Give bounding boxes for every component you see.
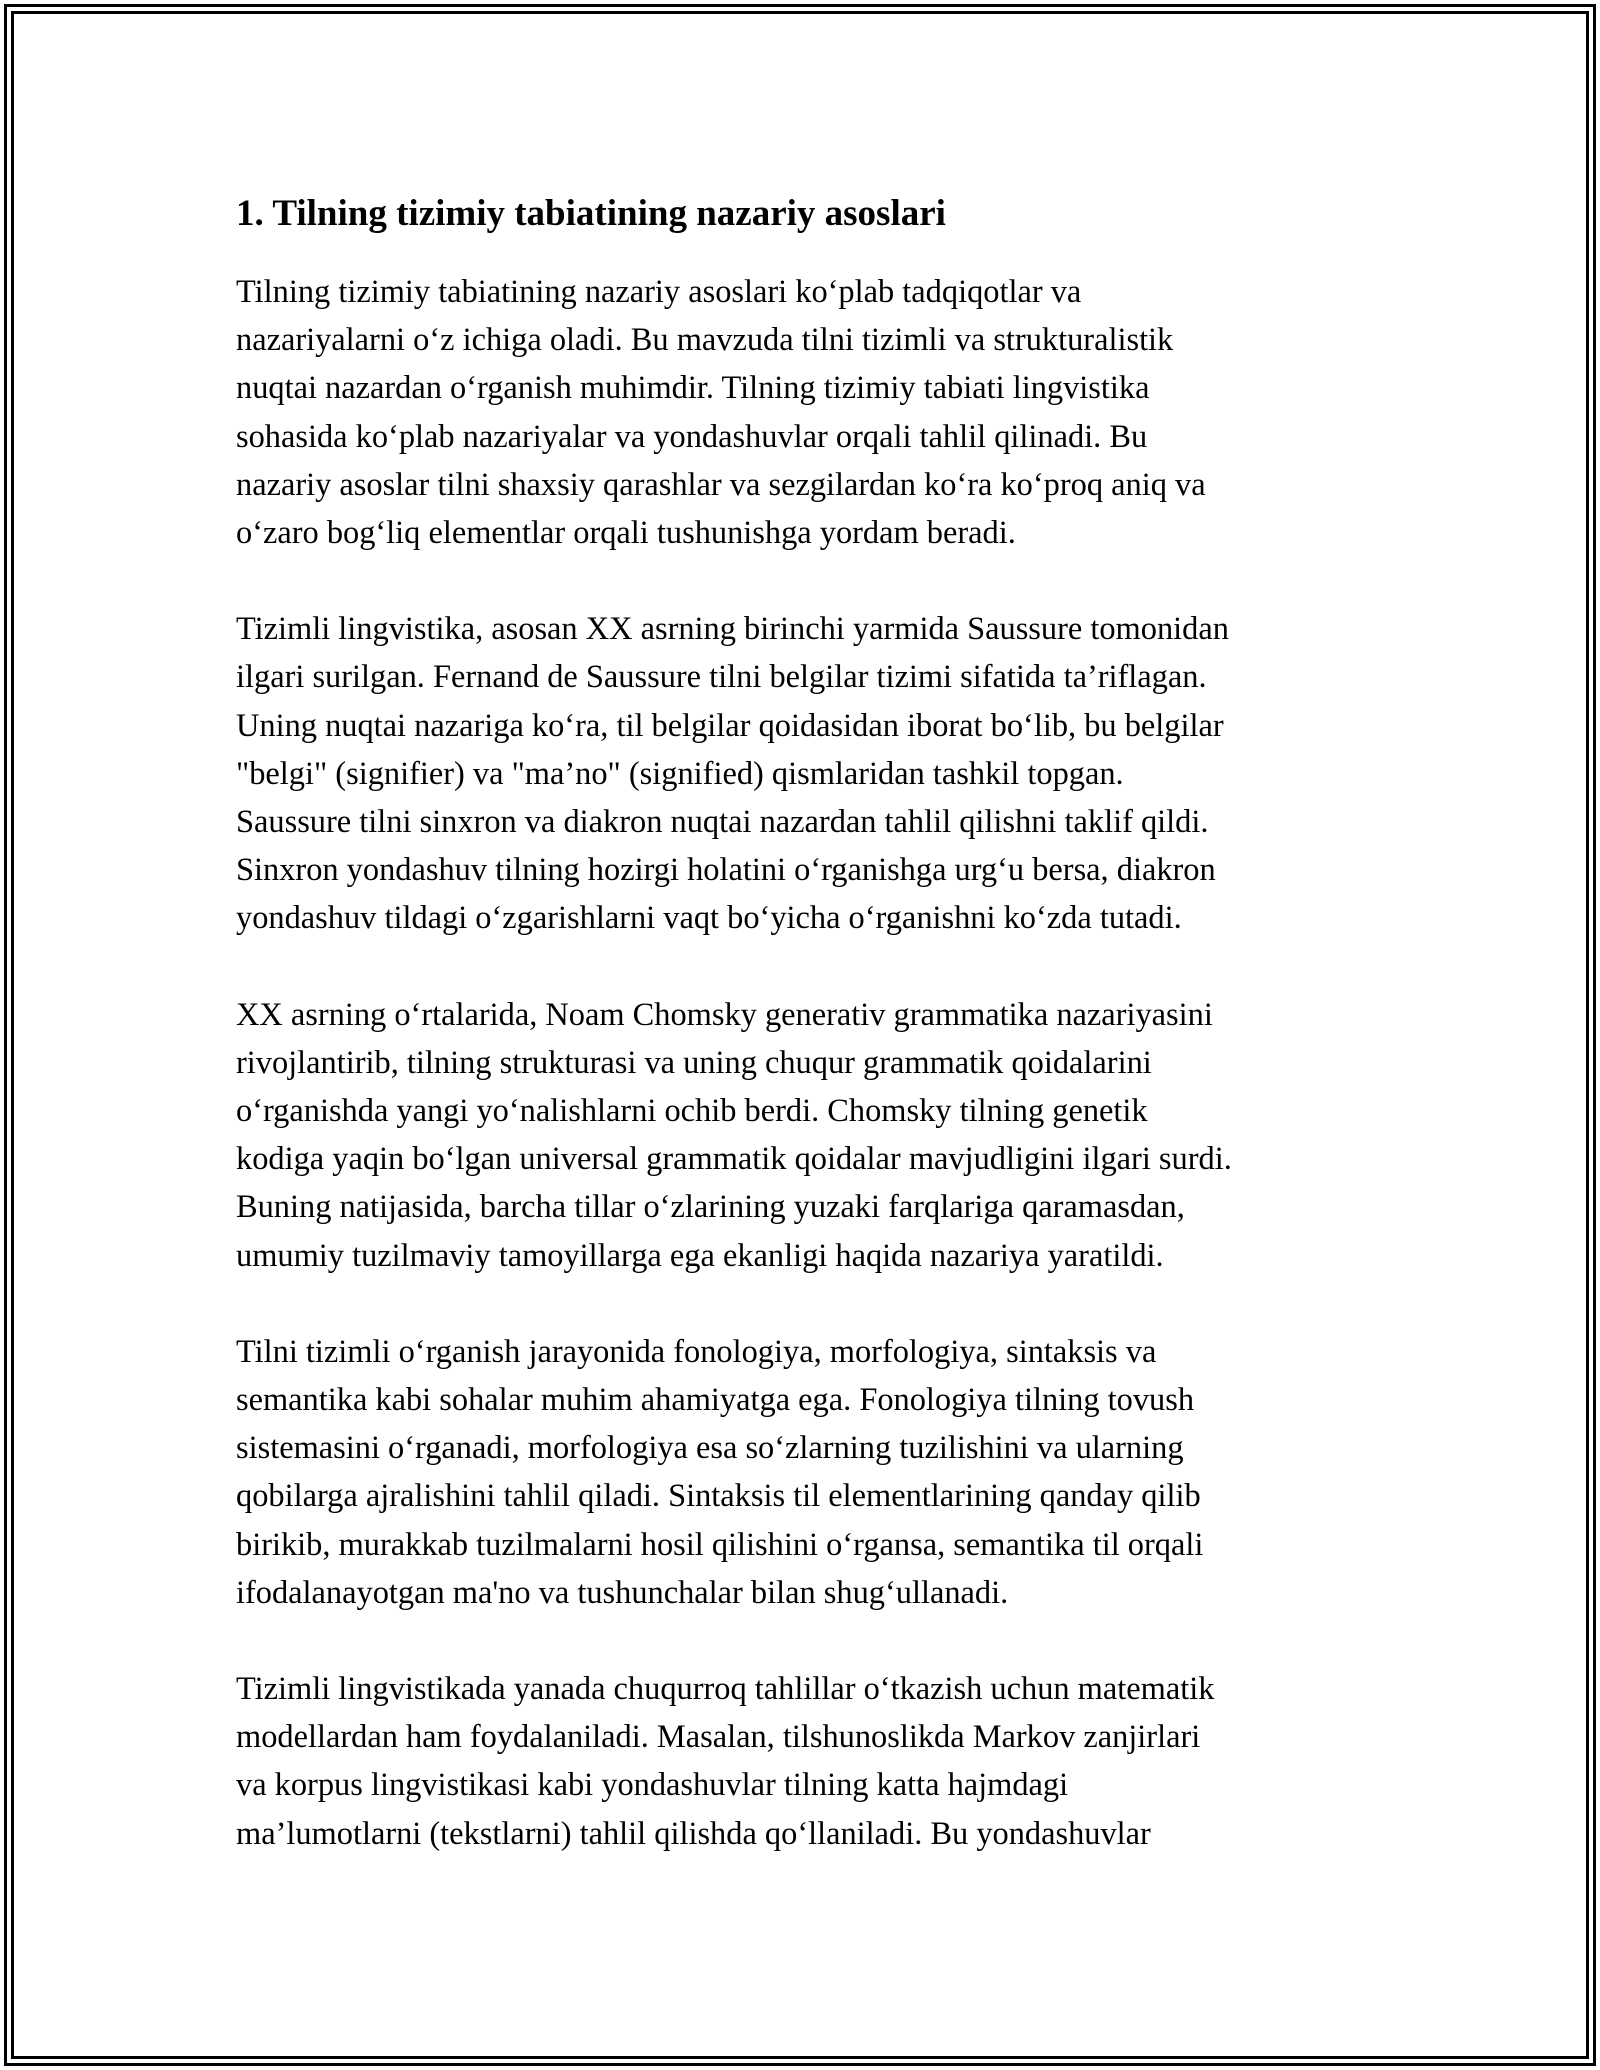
- text-line: ilgari surilgan. Fernand de Saussure tilni belgilar tizimi sifatida ta’riflagan.: [236, 659, 1207, 696]
- text-line: nazariyalarni oʻz ichiga oladi. Bu mavzuda tilni tizimli va strukturalistik: [236, 322, 1174, 359]
- text-line: ifodalanayotgan ma'no va tushunchalar bilan shugʻullanadi.: [236, 1574, 1009, 1611]
- text-line: sistemasini oʻrganadi, morfologiya esa soʻzlarning tuzilishini va ularning: [236, 1430, 1184, 1467]
- text-line: XX asrning oʻrtalarida, Noam Chomsky generativ grammatika nazariyasini: [236, 996, 1213, 1033]
- text-line: yondashuv tildagi oʻzgarishlarni vaqt boʻyicha oʻrganishni koʻzda tutadi.: [236, 900, 1182, 937]
- text-line: Tilning tizimiy tabiatining nazariy asoslari koʻplab tadqiqotlar va: [236, 274, 1082, 310]
- document-body: [236, 186, 1376, 1906]
- text-line: semantika kabi sohalar muhim ahamiyatga ega. Fonologiya tilning tovush: [236, 1382, 1195, 1419]
- text-line: Sinxron yondashuv tilning hozirgi holatini oʻrganishga urgʻu bersa, diakron: [236, 852, 1216, 889]
- text-line: nazariy asoslar tilni shaxsiy qarashlar va sezgilardan koʻra koʻproq aniq va: [236, 466, 1206, 503]
- text-line: Uning nuqtai nazariga koʻra, til belgilar qoidasidan iborat boʻlib, bu belgilar: [236, 707, 1224, 744]
- text-line: va korpus lingvistikasi kabi yondashuvlar tilning katta hajmdagi: [236, 1767, 1069, 1804]
- text-line: modellardan ham foydalaniladi. Masalan, tilshunoslikda Markov zanjirlari: [236, 1719, 1201, 1756]
- paragraph-1: [236, 268, 1376, 557]
- text-line: ma’lumotlarni (tekstlarni) tahlil qilishda qoʻllaniladi. Bu yondashuvlar: [236, 1815, 1151, 1852]
- text-line: kodiga yaqin boʻlgan universal grammatik qoidalar mavjudligini ilgari surdi.: [236, 1141, 1232, 1178]
- text-line: rivojlantirib, tilning strukturasi va uning chuqur grammatik qoidalarini: [236, 1044, 1152, 1081]
- section-heading: 1. Tilning tizimiy tabiatining nazariy asoslari: [236, 193, 946, 234]
- text-line: Tizimli lingvistikada yanada chuqurroq tahlillar oʻtkazish uchun matematik: [236, 1671, 1215, 1708]
- text-line: "belgi" (signifier) va "ma’no" (signified) qismlaridan tashkil topgan.: [236, 755, 1124, 792]
- text-line: Buning natijasida, barcha tillar oʻzlarining yuzaki farqlariga qaramasdan,: [236, 1189, 1185, 1226]
- text-line: Tilni tizimli oʻrganish jarayonida fonologiya, morfologiya, sintaksis va: [236, 1333, 1157, 1370]
- text-line: qobilarga ajralishini tahlil qiladi. Sintaksis til elementlarining qanday qilib: [236, 1478, 1201, 1515]
- text-line: Saussure tilni sinxron va diakron nuqtai nazardan tahlil qilishni taklif qildi.: [236, 804, 1209, 841]
- text-line: umumiy tuzilmaviy tamoyillarga ega ekanligi haqida nazariya yaratildi.: [236, 1237, 1164, 1274]
- text-line: sohasida koʻplab nazariyalar va yondashuvlar orqali tahlil qilinadi. Bu: [236, 418, 1148, 455]
- text-line: Tizimli lingvistika, asosan XX asrning birinchi yarmida Saussure tomonidan: [236, 611, 1229, 648]
- paragraph-3: [236, 991, 1376, 1280]
- text-line: oʻzaro bogʻliq elementlar orqali tushunishga yordam beradi.: [236, 515, 1016, 552]
- text-line: nuqtai nazardan oʻrganish muhimdir. Tilning tizimiy tabiati lingvistika: [236, 370, 1150, 407]
- text-line: birikib, murakkab tuzilmalarni hosil qilishini oʻrgansa, semantika til orqali: [236, 1526, 1204, 1563]
- paragraph-2: [236, 605, 1376, 942]
- paragraph-4: [236, 1328, 1376, 1617]
- paragraph-5: [236, 1665, 1376, 1858]
- text-line: oʻrganishda yangi yoʻnalishlarni ochib berdi. Chomsky tilning genetik: [236, 1093, 1148, 1130]
